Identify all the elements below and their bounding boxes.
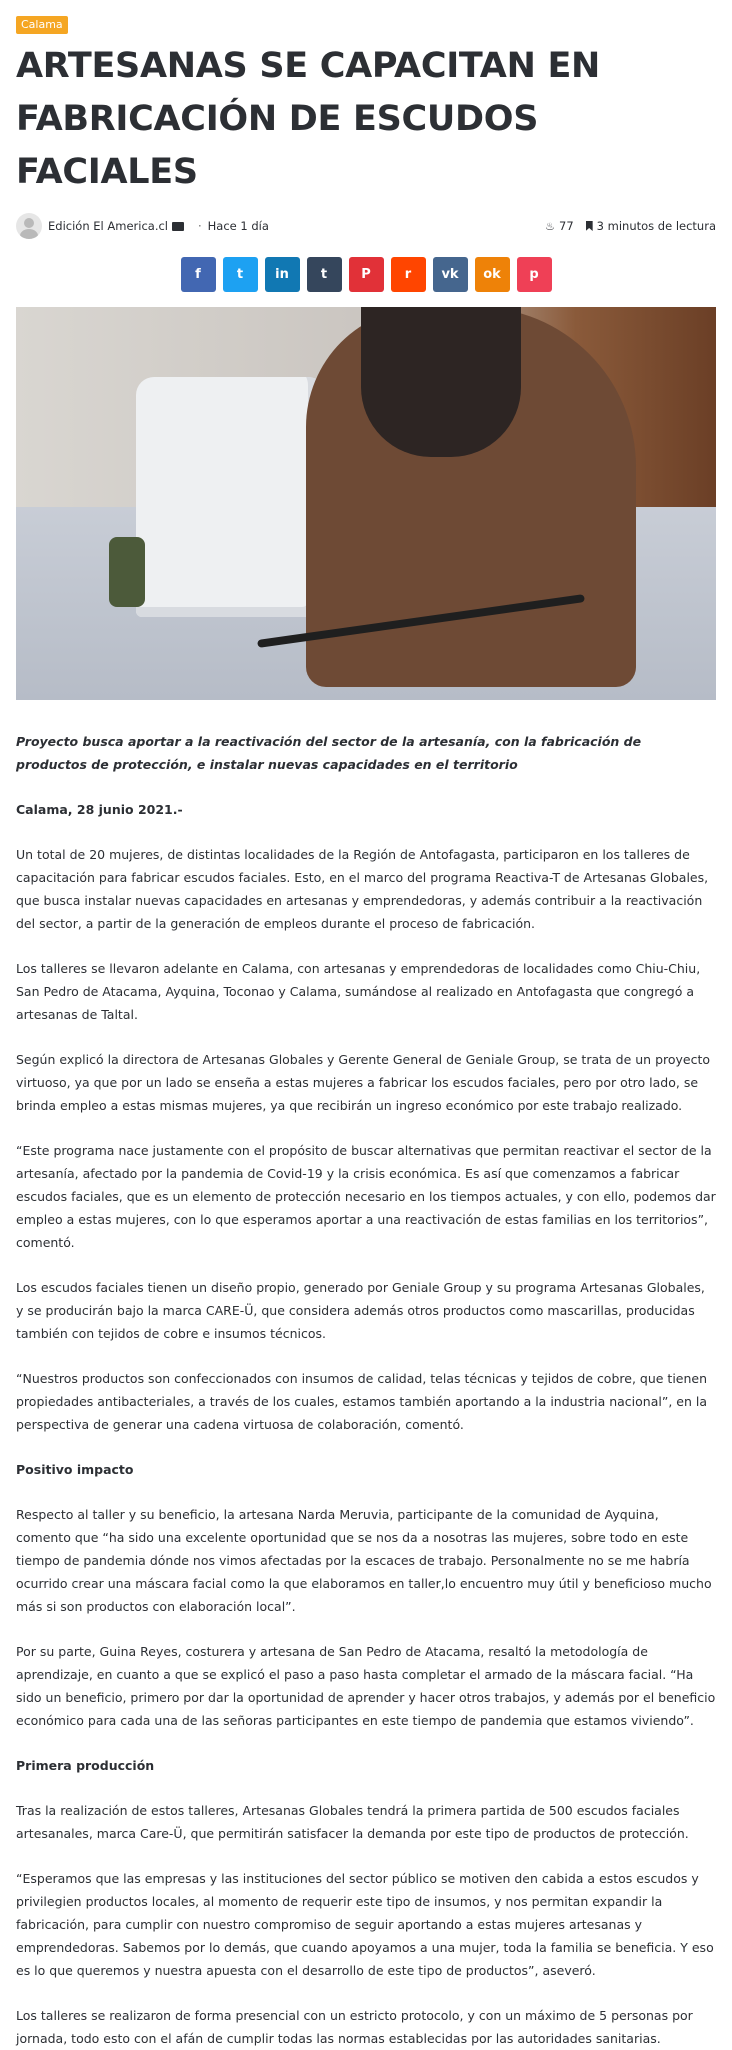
post-time: Hace 1 día: [207, 219, 269, 233]
share-odnoklassniki-button[interactable]: [475, 257, 510, 292]
paragraph: “Esperamos que las empresas y las instituciones del sector público se motiven den cabida a estos escudos y privilegien productos locales, al momento de requerir este tipo de insumos, y nos permitan expandir la fabricación, para cumplir con nuestro compromiso de seguir aportando a estas mujeres artesanas y emprendedoras. Sabemos por lo demás, que cuando apoyamos a una mujer, toda la familia se beneficia. Y eso es lo que queremos y nuestra apuesta con el desarrollo de este tipo de productos”, aseveró.: [16, 1871, 714, 1978]
share-tumblr-button[interactable]: [307, 257, 342, 292]
facebook-icon: f: [195, 267, 201, 282]
view-count: 77: [559, 219, 574, 233]
share-facebook-button[interactable]: [181, 257, 216, 292]
paragraph: Tras la realización de estos talleres, Artesanas Globales tendrá la primera partida de 500 escudos faciales artesanales, marca Care-Ü, que permitirán satisfacer la demanda por este tipo de productos de protección.: [16, 1803, 689, 1841]
category-badge[interactable]: Calama: [16, 16, 68, 34]
share-linkedin-button[interactable]: [265, 257, 300, 292]
section-heading: Positivo impacto: [16, 1462, 134, 1477]
article-body: [16, 730, 716, 2050]
paragraph: Por su parte, Guina Reyes, costurera y artesana de San Pedro de Atacama, resaltó la metodología de aprendizaje, en cuanto a que se explicó el paso a paso hasta completar el armado de la máscara facial. “Ha sido un beneficio, primero por dar la oportunidad de aprender y hacer otros trabajos, y además por el beneficio económico para cada una de las señoras participantes en este tiempo de pandemia que estamos viviendo”.: [16, 1644, 716, 1728]
flame-icon: ♨: [545, 219, 556, 233]
share-vk-button[interactable]: [433, 257, 468, 292]
bookmark-icon: [586, 221, 593, 231]
tumblr-icon: t: [320, 267, 328, 282]
page-title: ARTESANAS SE CAPACITAN EN FABRICACIÓN DE ESCUDOS FACIALES: [16, 46, 601, 192]
paragraph: Los talleres se realizaron de forma presencial con un estricto protocolo, y con un máximo de 5 personas por jornada, todo esto con el afán de cumplir todas las normas establecidas por las autoridades sanitarias.: [16, 2008, 693, 2046]
share-buttons: [16, 257, 716, 292]
post-stats: [545, 219, 716, 233]
article-lead: Proyecto busca aportar a la reactivación del sector de la artesanía, con la fabricación de productos de protección, e instalar nuevas capacidades en el territorio: [16, 734, 642, 772]
linkedin-icon: in: [275, 267, 289, 282]
share-pinterest-button[interactable]: [349, 257, 384, 292]
paragraph: Respecto al taller y su beneficio, la artesana Narda Meruvia, participante de la comunidad de Ayquina, comento que “ha sido una excelente oportunidad que se nos da a nosotras las mujeres, sobre todo en este tiempo de pandemia dónde nos vimos afectadas por la escaces de trabajo. Personalmente no se me habría ocurrido crear una máscara facial como la que elaboramos en taller,lo encuentro muy útil y beneficioso mucho más si son productos con elaboración local”.: [16, 1507, 712, 1614]
paragraph: Los talleres se llevaron adelante en Calama, con artesanas y emprendedoras de localidades como Chiu-Chiu, San Pedro de Atacama, Ayquina, Toconao y Calama, sumándose al realizado en Antofagasta que congregó a artesanas de Taltal.: [16, 961, 701, 1022]
twitter-icon: t: [236, 267, 244, 282]
pocket-icon: p: [529, 267, 539, 282]
share-pocket-button[interactable]: [517, 257, 552, 292]
paragraph: “Este programa nace justamente con el propósito de buscar alternativas que permitan reactivar el sector de la artesanía, afectado por la pandemia de Covid-19 y la crisis económica. Es así que comenzamos a fabricar escudos faciales, que es un elemento de protección necesario en los tiempos actuales, y con ello, podemos dar empleo a estas mujeres, con lo que esperamos aportar a una reactivación de estas familias en los territorios”, comentó.: [16, 1143, 716, 1250]
share-reddit-button[interactable]: [391, 257, 426, 292]
envelope-icon[interactable]: [172, 222, 184, 231]
reddit-icon: r: [404, 267, 412, 282]
post-meta: [16, 212, 716, 240]
article-dateline: Calama, 28 junio 2021.-: [16, 802, 183, 817]
paragraph: Según explicó la directora de Artesanas Globales y Gerente General de Geniale Group, se trata de un proyecto virtuoso, ya que por un lado se enseña a estas mujeres a fabricar los escudos faciales, pero por otro lado, se brinda empleo a estas mismas mujeres, ya que recibirán un ingreso económico por este trabajo realizado.: [16, 1052, 711, 1113]
section-heading: Primera producción: [16, 1758, 155, 1773]
paragraph: Un total de 20 mujeres, de distintas localidades de la Región de Antofagasta, participaron en los talleres de capacitación para fabricar escudos faciales. Esto, en el marco del programa Reactiva-T de Artesanas Globales, que busca instalar nuevas capacidades en artesanas y emprendedoras, y además contribuir a la reactivación del sector, a partir de la generación de empleos durante el proceso de fabricación.: [16, 847, 709, 931]
article-container: [16, 0, 716, 2050]
paragraph: Los escudos faciales tienen un diseño propio, generado por Geniale Group y su programa Artesanas Globales, y se producirán bajo la marca CARE-Ü, que considera además otros productos como mascarillas, producidas también con tejidos de cobre e insumos técnicos.: [16, 1280, 705, 1341]
separator-dot: ·: [198, 219, 202, 233]
share-twitter-button[interactable]: [223, 257, 258, 292]
featured-image: [16, 307, 716, 700]
vk-icon: vk: [441, 267, 459, 282]
author-link[interactable]: Edición El America.cl: [48, 219, 168, 233]
paragraph: “Nuestros productos son confeccionados con insumos de calidad, telas técnicas y tejidos de cobre, que tienen propiedades antibacteriales, a través de los cuales, estamos también aportando a la industria nacional”, en la perspectiva de generar una cadena virtuosa de colaboración, comentó.: [16, 1371, 708, 1432]
author-avatar[interactable]: [16, 213, 42, 239]
odnoklassniki-icon: ok: [483, 267, 501, 282]
read-time: 3 minutos de lectura: [596, 219, 716, 233]
pinterest-icon: P: [361, 267, 371, 282]
